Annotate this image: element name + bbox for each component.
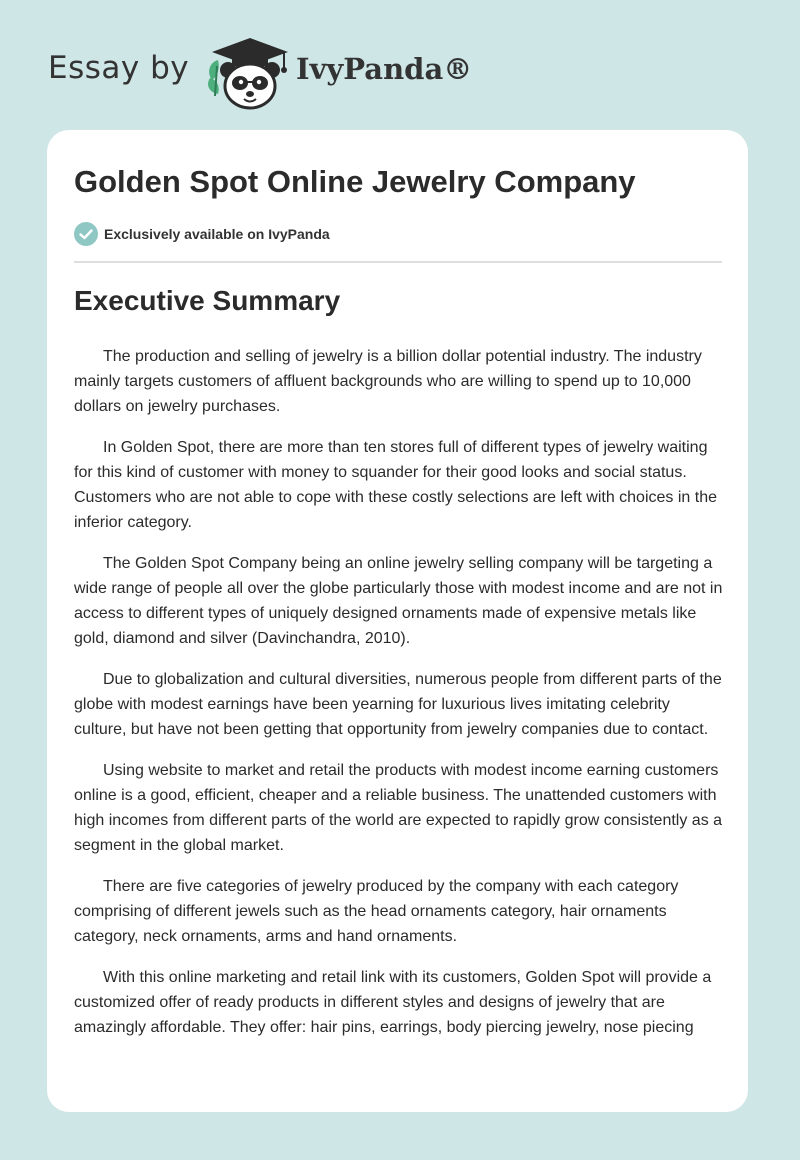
paragraph: The production and selling of jewelry is a billion dollar potential industry. The industry mainly targets customers of affluent backgrounds who are willing to spend up to 10,000 dollars on jewelry purchases. [74, 348, 702, 415]
site-header [48, 34, 508, 114]
page-title: Golden Spot Online Jewelry Company [74, 164, 636, 199]
paragraph: With this online marketing and retail link with its customers, Golden Spot will provide a customized offer of ready products in different styles and designs of jewelry that are amazingly affordable. They offer: hair pins, earrings, body piercing jewelry, nose piecing [74, 969, 712, 1036]
section-heading: Executive Summary [74, 285, 341, 316]
brand-name[interactable]: IvyPanda® [296, 52, 473, 86]
essay-body [74, 344, 726, 1056]
essay-card [47, 130, 748, 1112]
check-circle-icon [74, 222, 98, 246]
divider [74, 261, 722, 263]
badge-label: Exclusively available on IvyPanda [104, 226, 330, 242]
brand-prefix: Essay by [48, 50, 190, 86]
paragraph: There are five categories of jewelry produced by the company with each category comprising of different jewels such as the head ornaments category, hair ornaments category, neck ornaments, arms and hand ornaments. [74, 878, 679, 945]
paragraph: Due to globalization and cultural diversities, numerous people from different parts of the globe with modest earnings have been yearning for luxurious lives imitating celebrity culture, but have not been getting that opportunity from jewelry companies due to contact. [74, 671, 722, 738]
paragraph: In Golden Spot, there are more than ten stores full of different types of jewelry waiting for this kind of customer with money to squander for their good looks and social status. Customers who are not able to cope with these costly selections are left with choices in the inferior category. [74, 439, 717, 531]
exclusive-badge [74, 222, 330, 246]
paragraph: Using website to market and retail the products with modest income earning customers online is a good, efficient, cheaper and a reliable business. The unattended customers with high incomes from different parts of the world are expected to rapidly grow consistently as a segment in the global market. [74, 762, 723, 854]
panda-graduate-logo-icon[interactable] [202, 36, 294, 112]
paragraph: The Golden Spot Company being an online jewelry selling company will be targeting a wide range of people all over the globe particularly those with modest income and are not in access to different types of uniquely designed ornaments made of expensive metals like gold, diamond and silver (Davinchandra, 2010). [74, 555, 723, 647]
